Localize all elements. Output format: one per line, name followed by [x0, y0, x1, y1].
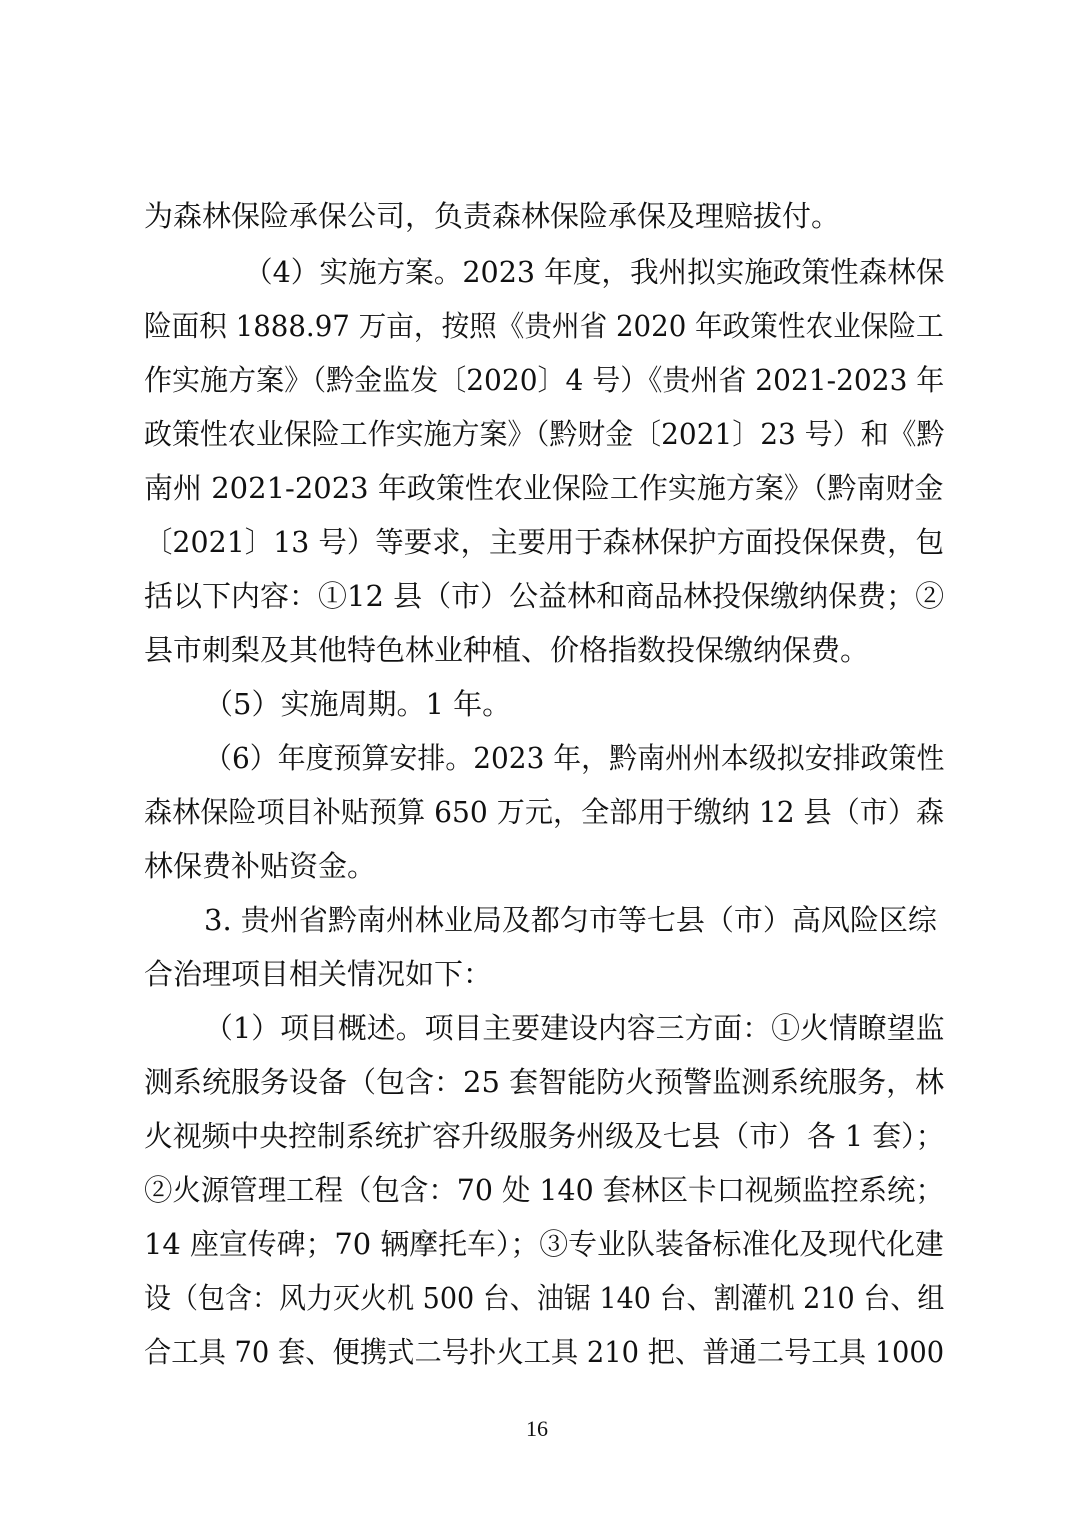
paragraph-line: 火视频中央控制系统扩容升级服务州级及七县（市）各 1 套）；	[144, 1119, 945, 1153]
paragraph-line: 合治理项目相关情况如下：	[144, 957, 493, 991]
paragraph-line: 南州 2021-2023 年政策性农业保险工作实施方案》（黔南财金	[144, 471, 944, 505]
paragraph-line: 合工具 70 套、便携式二号扑火工具 210 把、普通二号工具 1000	[144, 1335, 945, 1369]
paragraph-line: 作实施方案》（黔金监发〔2020〕4 号）《贵州省 2021-2023 年	[144, 363, 945, 397]
paragraph-line: 为森林保险承保公司，负责森林保险承保及理赔拔付。	[144, 199, 841, 233]
paragraph-line: 3. 贵州省黔南州林业局及都匀市等七县（市）高风险区综	[204, 903, 937, 937]
paragraph-line: 测系统服务设备（包含：25 套智能防火预警监测系统服务，林	[144, 1065, 945, 1099]
paragraph-line: 林保费补贴资金。	[144, 849, 377, 883]
paragraph-line: 〔2021〕13 号）等要求，主要用于森林保护方面投保保费，包	[144, 525, 944, 559]
paragraph-line: 森林保险项目补贴预算 650 万元，全部用于缴纳 12 县（市）森	[144, 795, 945, 829]
paragraph-line: ②火源管理工程（包含：70 处 140 套林区卡口视频监控系统；	[144, 1173, 944, 1207]
paragraph-line: 险面积 1888.97 万亩，按照《贵州省 2020 年政策性农业保险工	[144, 309, 944, 343]
paragraph-line: （6）年度预算安排。2023 年，黔南州州本级拟安排政策性	[204, 741, 945, 775]
paragraph-line: （4）实施方案。2023 年度，我州拟实施政策性森林保	[244, 255, 945, 289]
paragraph-line: （1）项目概述。项目主要建设内容三方面：①火情瞭望监	[204, 1011, 945, 1045]
paragraph-line: 县市刺梨及其他特色林业种植、价格指数投保缴纳保费。	[144, 633, 870, 667]
paragraph-line: （5）实施周期。1 年。	[204, 687, 512, 721]
paragraph-line: 括以下内容：①12 县（市）公益林和商品林投保缴纳保费；②	[144, 579, 945, 613]
page-number: 16	[526, 1416, 548, 1441]
paragraph-line: 政策性农业保险工作实施方案》（黔财金〔2021〕23 号）和《黔	[144, 417, 945, 451]
paragraph-line: 14 座宣传碑；70 辆摩托车）；③专业队装备标准化及现代化建	[144, 1227, 944, 1261]
paragraph-line: 设（包含：风力灭火机 500 台、油锯 140 台、割灌机 210 台、组	[144, 1281, 945, 1315]
